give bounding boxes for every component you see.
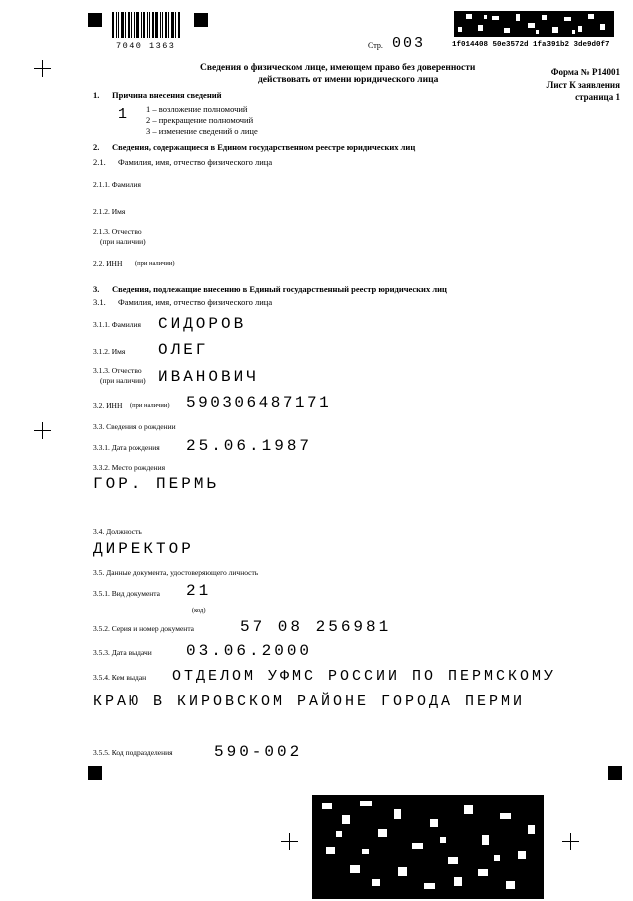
crosshair-mark-bottom-left bbox=[281, 833, 298, 850]
document-number-label: 3.5.2. Серия и номер документа bbox=[93, 624, 195, 633]
name-value: ОЛЕГ bbox=[158, 341, 209, 359]
document-type-value: 21 bbox=[186, 582, 212, 600]
section3-number: 3. bbox=[93, 284, 100, 294]
top-2d-barcode bbox=[454, 11, 614, 37]
crosshair-mark-left-middle bbox=[34, 422, 51, 439]
form-name: Форма № Р14001 bbox=[550, 67, 620, 77]
reason-option-3: 3 – изменение сведений о лице bbox=[146, 126, 258, 136]
section2-number: 2. bbox=[93, 142, 100, 152]
document-code: 1f014408 50e3572d 1fa391b2 3de9d0f7 bbox=[452, 41, 610, 49]
sheet-page: страница 1 bbox=[575, 92, 620, 102]
page-label: Стр. bbox=[368, 41, 383, 50]
registration-mark-bottom-left bbox=[88, 766, 102, 780]
sheet-name: Лист К заявления bbox=[546, 80, 620, 90]
page-number: 003 bbox=[392, 35, 426, 52]
birth-date-value: 25.06.1987 bbox=[186, 437, 313, 455]
section3-1-number: 3.1. bbox=[93, 297, 106, 307]
department-code-label: 3.5.5. Код подразделения bbox=[93, 748, 173, 757]
old-name-label: 2.1.2. Имя bbox=[93, 207, 126, 216]
section3-1-title: Фамилия, имя, отчество физического лица bbox=[118, 297, 273, 307]
form-title-line2: действовать от имени юридического лица bbox=[258, 75, 439, 85]
birth-place-label: 3.3.2. Место рождения bbox=[93, 463, 166, 472]
old-patronymic-label: 2.1.3. Отчество bbox=[93, 227, 142, 236]
registration-mark-top-center bbox=[194, 13, 208, 27]
identity-document-label: 3.5. Данные документа, удостоверяющего личность bbox=[93, 568, 259, 577]
patronymic-value: ИВАНОВИЧ bbox=[158, 368, 259, 386]
section2-title: Сведения, содержащиеся в Едином государственном реестре юридических лиц bbox=[112, 142, 416, 152]
reason-option-1: 1 – возложение полномочий bbox=[146, 104, 248, 114]
birth-date-label: 3.3.1. Дата рождения bbox=[93, 443, 160, 452]
position-label: 3.4. Должность bbox=[93, 527, 142, 536]
old-patronymic-note: (при наличии) bbox=[100, 237, 146, 246]
section3-title: Сведения, подлежащие внесению в Единый государственный реестр юридических лиц bbox=[112, 284, 447, 294]
inn-value: 590306487171 bbox=[186, 394, 332, 412]
patronymic-label: 3.1.3. Отчество bbox=[93, 366, 142, 375]
registration-mark-bottom-right bbox=[608, 766, 622, 780]
surname-label: 3.1.1. Фамилия bbox=[93, 320, 141, 329]
linear-barcode bbox=[112, 12, 186, 38]
registration-mark-top-left bbox=[88, 13, 102, 27]
issued-by-label: 3.5.4. Кем выдан bbox=[93, 673, 147, 682]
section2-1-title: Фамилия, имя, отчество физического лица bbox=[118, 157, 273, 167]
crosshair-mark-bottom-right bbox=[562, 833, 579, 850]
issue-date-value: 03.06.2000 bbox=[186, 642, 313, 660]
bottom-2d-barcode bbox=[312, 795, 544, 899]
department-code-value: 590-002 bbox=[214, 743, 303, 761]
birth-place-value: ГОР. ПЕРМЬ bbox=[93, 475, 220, 493]
old-surname-label: 2.1.1. Фамилия bbox=[93, 180, 141, 189]
issue-date-label: 3.5.3. Дата выдачи bbox=[93, 648, 152, 657]
birth-section-label: 3.3. Сведения о рождении bbox=[93, 422, 176, 431]
document-type-label: 3.5.1. Вид документа bbox=[93, 589, 160, 598]
old-inn-label: 2.2. ИНН bbox=[93, 259, 123, 268]
reason-option-2: 2 – прекращение полномочий bbox=[146, 115, 254, 125]
issued-by-line2: КРАЮ В КИРОВСКОМ РАЙОНЕ ГОРОДА ПЕРМИ bbox=[93, 693, 526, 710]
old-inn-note: (при наличии) bbox=[135, 260, 175, 267]
document-type-hint: (код) bbox=[192, 607, 206, 614]
name-label: 3.1.2. Имя bbox=[93, 347, 126, 356]
issued-by-line1: ОТДЕЛОМ УФМС РОССИИ ПО ПЕРМСКОМУ bbox=[172, 668, 557, 685]
section1-title: Причина внесения сведений bbox=[112, 90, 222, 100]
section2-1-number: 2.1. bbox=[93, 157, 106, 167]
reason-value: 1 bbox=[118, 106, 130, 123]
surname-value: СИДОРОВ bbox=[158, 315, 247, 333]
position-value: ДИРЕКТОР bbox=[93, 540, 194, 558]
crosshair-mark-left-top bbox=[34, 60, 51, 77]
section1-number: 1. bbox=[93, 90, 100, 100]
patronymic-note: (при наличии) bbox=[100, 376, 146, 385]
document-number-value: 57 08 256981 bbox=[240, 618, 392, 636]
form-title-line1: Сведения о физическом лице, имеющем право без доверенности bbox=[200, 63, 476, 73]
inn-label: 3.2. ИНН bbox=[93, 401, 123, 410]
inn-note: (при наличии) bbox=[130, 402, 170, 409]
barcode-digits: 7040 1363 bbox=[116, 41, 176, 51]
